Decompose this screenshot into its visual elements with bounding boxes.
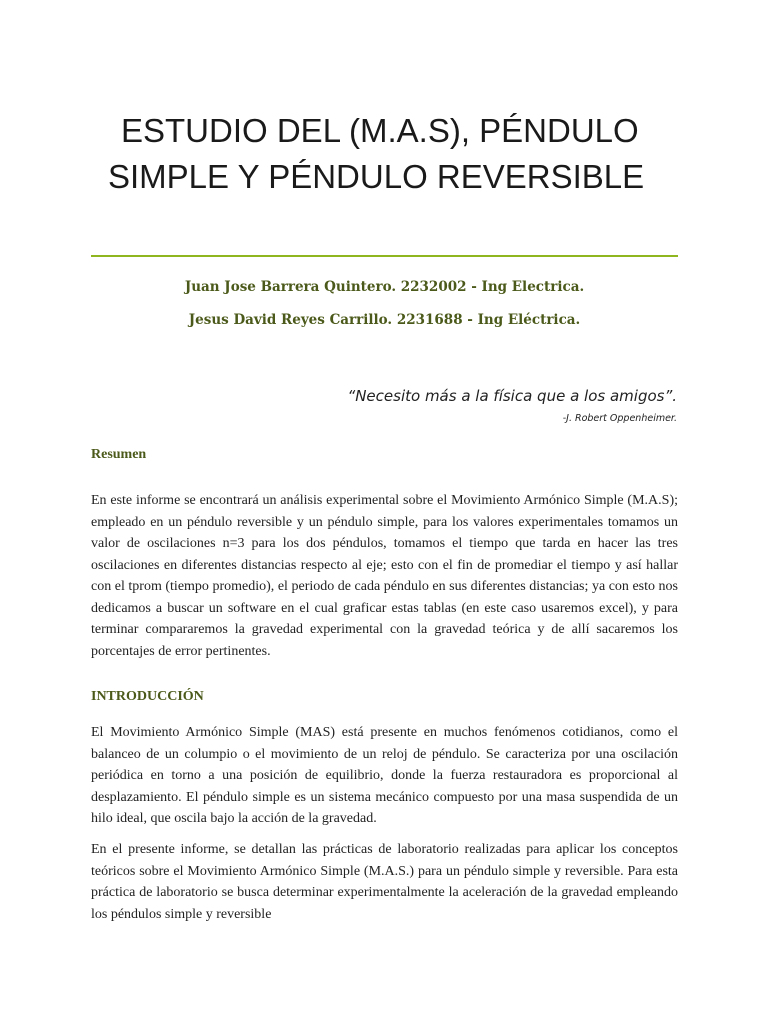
title-divider: [91, 255, 678, 257]
introduction-paragraph-1: El Movimiento Armónico Simple (MAS) está presente en muchos fenómenos cotidianos, como el balanceo de un columpio o el movimiento de un reloj de péndulo. Se caracteriza por una oscilación periódica en torno a una posición de equilibrio, donde la fuerza restauradora es proporcional al desplazamiento. El péndulo simple es un sistema mecánico compuesto por una masa suspendida de un hilo ideal, que oscila bajo la acción de la gravedad.: [91, 725, 678, 826]
author-2: Jesus David Reyes Carrillo. 2231688 - Ing Eléctrica.: [188, 312, 581, 328]
document-title: [100, 108, 700, 200]
abstract-heading: Resumen: [91, 447, 147, 462]
abstract-text: En este informe se encontrará un análisis experimental sobre el Movimiento Armónico Simple (M.A.S); empleado en un péndulo reversible y un péndulo simple, para los valores experimentales tomamos un valor de oscilaciones n=3 para los dos péndulos, tomamos el tiempo que tarda en hacer las tres oscilaciones en diferentes distancias respecto al eje; esto con el fin de promediar el tiempo y así hallar con el tprom (tiempo promedio), el periodo de cada péndulo en sus diferentes distancias; ya con esto nos dedicamos a buscar un software en el cual graficar estas tablas (en este caso usaremos excel), y para terminar compararemos la gravedad experimental con la gravedad teórica y de allí sacaremos los porcentajes de error pertinentes.: [91, 493, 678, 659]
introduction-paragraph-2: En el presente informe, se detallan las prácticas de laboratorio realizadas para aplicar los conceptos teóricos sobre el Movimiento Armónico Simple (M.A.S.) para un péndulo simple y reversible. Para esta práctica de laboratorio se busca determinar experimentalmente la aceleración de la gravedad empleando los péndulos simple y reversible: [91, 842, 678, 922]
title-line-2: SIMPLE Y PÉNDULO REVERSIBLE: [108, 158, 645, 195]
introduction-heading: INTRODUCCIÓN: [91, 689, 204, 704]
author-1: Juan Jose Barrera Quintero. 2232002 - Ing Electrica.: [184, 279, 585, 295]
title-line-1: ESTUDIO DEL (M.A.S), PÉNDULO: [121, 112, 639, 149]
epigraph-quote: “Necesito más a la física que a los amigos”.: [347, 387, 677, 405]
epigraph-author: -J. Robert Oppenheimer.: [562, 413, 677, 424]
